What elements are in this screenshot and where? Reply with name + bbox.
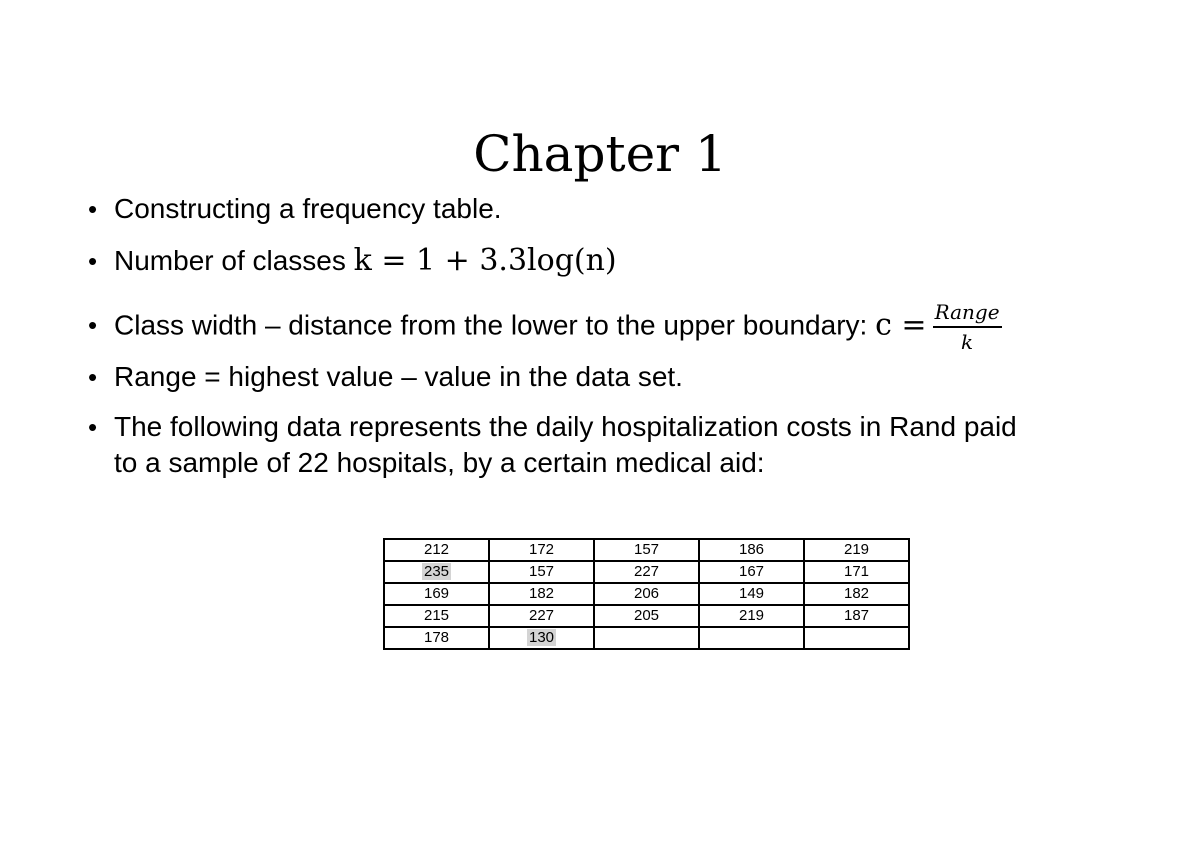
classes-formula: k = 1 + 3.3log(n) [353, 243, 617, 278]
table-cell [384, 539, 489, 561]
cell-value: 169 [423, 585, 450, 602]
table-cell [699, 539, 804, 561]
table-cell [594, 561, 699, 583]
table-cell [594, 583, 699, 605]
cell-value: 178 [423, 629, 450, 646]
hospital-costs-table [383, 538, 910, 650]
table-cell [699, 583, 804, 605]
bullet-text-line2: to a sample of 22 hospitals, by a certain medical aid: [114, 447, 765, 478]
fraction-denominator: k [960, 330, 974, 354]
cell-value: 157 [528, 563, 555, 580]
cell-value: 187 [843, 607, 870, 624]
table-cell [489, 583, 594, 605]
bullet-range [88, 361, 683, 393]
bullet-dot: • [88, 362, 98, 392]
cell-value: 212 [423, 541, 450, 558]
bullet-dot: • [88, 412, 98, 442]
bullet-dot: • [88, 194, 98, 224]
cell-value: 205 [633, 607, 660, 624]
cell-value: 167 [738, 563, 765, 580]
table-row [384, 605, 909, 627]
cell-value: 186 [738, 541, 765, 558]
bullet-text: Constructing a frequency table. [114, 193, 502, 224]
bullet-text: Class width – distance from the lower to the upper boundary: [114, 309, 876, 341]
cell-value: 149 [738, 585, 765, 602]
table-cell [384, 561, 489, 583]
cell-value-highlighted: 130 [528, 629, 555, 646]
table-cell [489, 605, 594, 627]
table-cell [384, 605, 489, 627]
table-cell [699, 561, 804, 583]
table-cell [489, 539, 594, 561]
cell-value: 206 [633, 585, 660, 602]
table-cell [804, 561, 909, 583]
slide-title: Chapter 1 [473, 125, 727, 183]
bullet-text-line1: The following data represents the daily hospitalization costs in Rand paid [114, 411, 1017, 442]
cell-value-highlighted: 235 [423, 563, 450, 580]
table-row [384, 539, 909, 561]
table-cell-empty [804, 627, 909, 649]
table-cell [384, 627, 489, 649]
fraction-numerator: Range [933, 300, 1002, 328]
cell-value: 157 [633, 541, 660, 558]
bullet-text: Number of classes [114, 245, 354, 276]
table-cell [804, 583, 909, 605]
bullet-dot: • [88, 246, 98, 276]
cell-value: 182 [843, 585, 870, 602]
table-cell-empty [594, 627, 699, 649]
cell-value: 171 [843, 563, 870, 580]
bullet-frequency-table [88, 193, 502, 225]
class-width-fraction [933, 300, 1002, 354]
bullet-class-width [88, 300, 1002, 354]
bullet-number-of-classes [88, 243, 617, 278]
cell-value: 172 [528, 541, 555, 558]
table-cell [699, 605, 804, 627]
table-cell [489, 627, 594, 649]
bullet-text: Range = highest value – value in the data set. [114, 361, 683, 392]
cell-value: 182 [528, 585, 555, 602]
table-cell [594, 539, 699, 561]
table-cell [804, 539, 909, 561]
table-cell [594, 605, 699, 627]
table-cell [384, 583, 489, 605]
table-cell [489, 561, 594, 583]
cell-value: 215 [423, 607, 450, 624]
cell-value: 219 [738, 607, 765, 624]
table-cell [804, 605, 909, 627]
table-cell-empty [699, 627, 804, 649]
bullet-dot: • [88, 310, 98, 341]
class-width-formula-lhs: c = [875, 307, 927, 343]
table-row [384, 627, 909, 649]
cell-value: 227 [528, 607, 555, 624]
bullet-data-description [88, 411, 1017, 478]
table-row [384, 561, 909, 583]
table-row [384, 583, 909, 605]
cell-value: 227 [633, 563, 660, 580]
cell-value: 219 [843, 541, 870, 558]
